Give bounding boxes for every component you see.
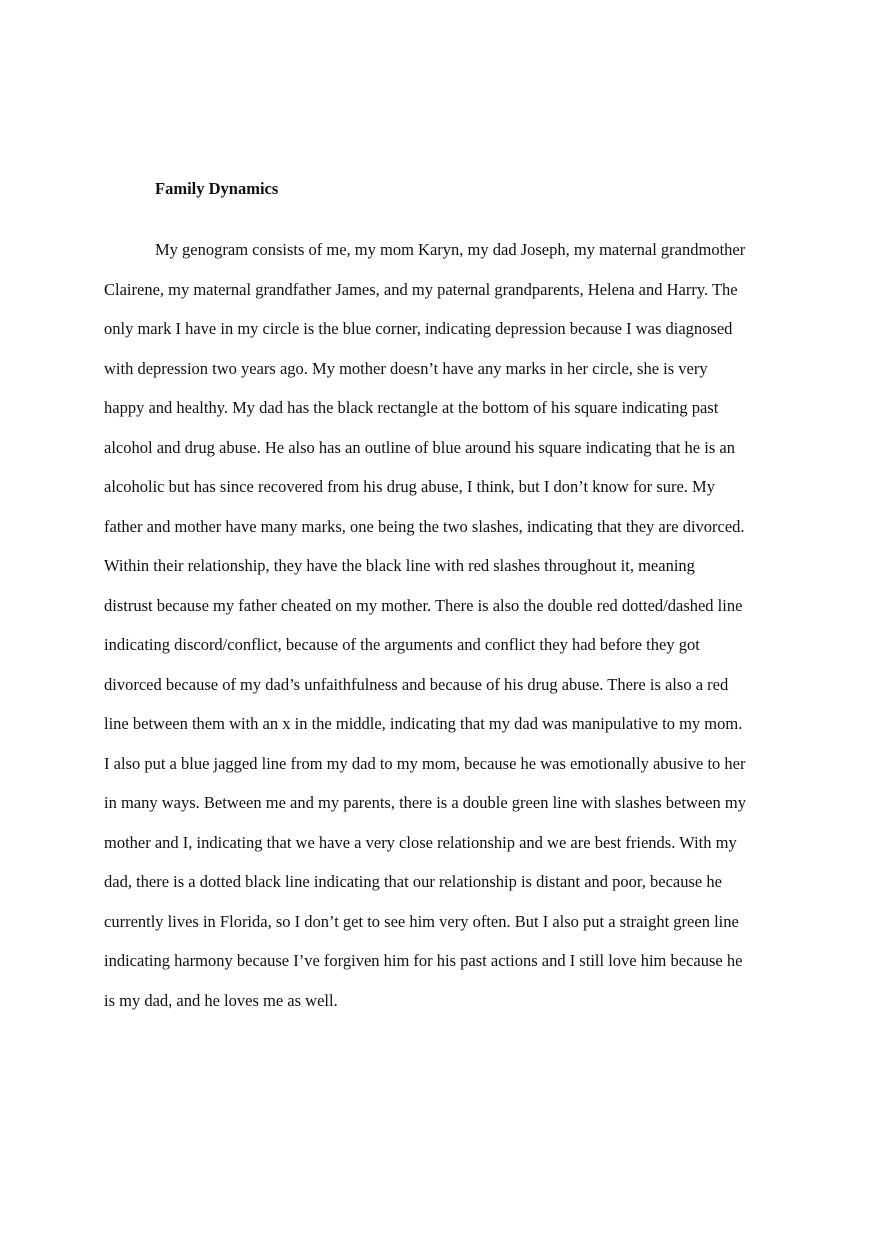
paragraph-line: in many ways. Between me and my parents, there is a double green line with slashes between my (104, 793, 746, 812)
paragraph-line: alcohol and drug abuse. He also has an outline of blue around his square indicating that he is an (104, 437, 735, 457)
paragraph-line: indicating harmony because I’ve forgiven him for his past actions and I still love him because he (104, 951, 743, 970)
paragraph-line: only mark I have in my circle is the blue corner, indicating depression because I was diagnosed (104, 319, 733, 338)
paragraph-line: currently lives in Florida, so I don’t get to see him very often. But I also put a straight green line (104, 911, 739, 931)
paragraph-line: I also put a blue jagged line from my dad to my mom, because he was emotionally abusive to her (104, 753, 746, 773)
paragraph-line: dad, there is a dotted black line indicating that our relationship is distant and poor, because he (104, 872, 722, 891)
paragraph-line: alcoholic but has since recovered from his drug abuse, I think, but I don’t know for sure. My (104, 477, 715, 496)
paragraph-line: line between them with an x in the middle, indicating that my dad was manipulative to my mom. (104, 714, 743, 733)
paragraph-line: Within their relationship, they have the black line with red slashes throughout it, meaning (104, 556, 695, 575)
paragraph-line: happy and healthy. My dad has the black rectangle at the bottom of his square indicating past (104, 398, 719, 417)
paragraph-line: mother and I, indicating that we have a very close relationship and we are best friends. With my (104, 832, 737, 852)
section-heading: Family Dynamics (155, 179, 279, 198)
body-paragraph (104, 230, 804, 1020)
paragraph-line: father and mother have many marks, one being the two slashes, indicating that they are divorced. (104, 516, 745, 536)
paragraph-line: is my dad, and he loves me as well. (104, 990, 338, 1010)
paragraph-line: divorced because of my dad’s unfaithfulness and because of his drug abuse. There is also a red (104, 674, 729, 694)
paragraph-line: indicating discord/conflict, because of the arguments and conflict they had before they got (104, 635, 700, 654)
paragraph-line: with depression two years ago. My mother doesn’t have any marks in her circle, she is very (104, 358, 708, 378)
paragraph-line: distrust because my father cheated on my mother. There is also the double red dotted/dashed line (104, 595, 743, 615)
paragraph-line: Clairene, my maternal grandfather James, and my paternal grandparents, Helena and Harry. The (104, 279, 738, 299)
paragraph-line: My genogram consists of me, my mom Karyn, my dad Joseph, my maternal grandmother (155, 240, 746, 259)
